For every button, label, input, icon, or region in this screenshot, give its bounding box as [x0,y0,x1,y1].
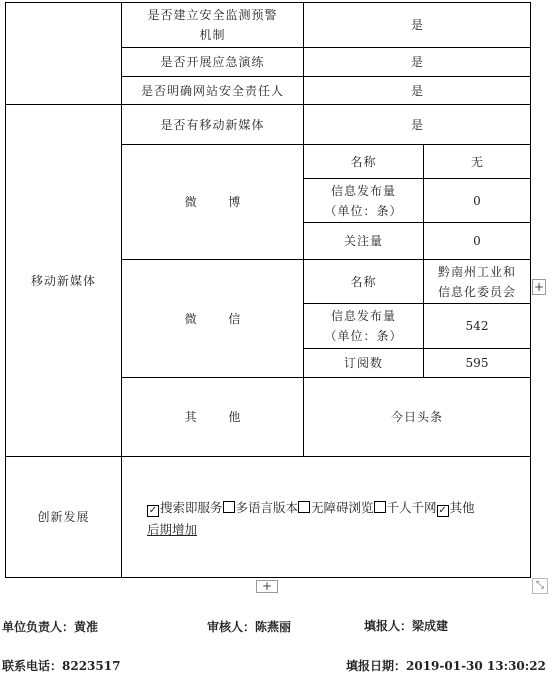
other-label: 其 他 [121,377,304,457]
checkbox-unchecked-icon[interactable] [298,501,310,513]
option-accessible[interactable] [298,500,374,515]
option-label: 多语言版本 [235,500,299,515]
other-value: 今日头条 [303,377,531,457]
option-multilingual[interactable] [223,500,299,515]
emergency-drill-label: 是否开展应急演练 [121,47,304,77]
security-officer-value: 是 [303,76,531,105]
weixin-subscribers-label: 订阅数 [303,348,424,378]
mobile-media-answer: 是 [303,104,531,145]
weixin-name-value: 黔南州工业和 信息化委员会 [423,259,531,304]
weixin-name-label: 名称 [303,259,424,304]
person-in-charge: 单位负责人：黄准 [2,620,99,634]
checkbox-checked-icon[interactable]: ✓ [148,505,158,516]
weibo-posts-label: 信息发布量 （单位：条） [303,178,424,223]
weibo-posts-value: 0 [423,178,531,223]
contact-phone: 联系电话：8223517 [2,659,121,673]
weixin-subscribers-value: 595 [423,348,531,378]
option-search-as-service[interactable] [147,500,223,515]
innovation-label: 创新发展 [5,456,122,578]
other-specify-text: 后期增加 [147,522,198,537]
reviewer: 审核人：陈燕丽 [207,620,292,634]
weibo-name-label: 名称 [303,144,424,179]
monitoring-warning-label: 是否建立安全监测预警 机制 [121,2,304,48]
checkbox-unchecked-icon[interactable] [223,501,235,513]
option-label: 无障碍浏览 [311,500,374,515]
monitoring-warning-value: 是 [303,2,531,48]
weibo-followers-label: 关注量 [303,222,424,260]
fill-date: 填报日期：2019-01-30 13:30:22 [346,659,546,673]
option-other[interactable] [437,500,475,515]
weibo-followers-value: 0 [423,222,531,260]
option-label: 其他 [449,500,475,515]
weibo-name-value: 无 [423,144,531,179]
innovation-options [147,497,527,541]
mobile-media-section-label: 移动新媒体 [5,104,122,457]
emergency-drill-value: 是 [303,47,531,77]
option-label: 千人千网 [386,500,437,515]
weixin-posts-label: 信息发布量 （单位：条） [303,303,424,349]
option-label: 搜索即服务 [160,500,223,515]
add-row-button[interactable]: + [256,580,278,593]
option-personalized[interactable] [374,500,437,515]
add-column-button[interactable]: + [533,280,545,294]
checkbox-unchecked-icon[interactable] [374,501,386,513]
weixin-posts-value: 542 [423,303,531,349]
weibo-label: 微 博 [121,144,304,260]
checkbox-checked-icon[interactable]: ✓ [438,505,447,516]
weixin-label: 微 信 [121,259,304,378]
filler: 填报人：梁成建 [364,619,449,633]
resize-handle-icon[interactable]: ⤡ [532,578,548,594]
table-left-blank [5,2,122,105]
mobile-media-question: 是否有移动新媒体 [121,104,304,145]
security-officer-label: 是否明确网站安全责任人 [121,76,304,105]
